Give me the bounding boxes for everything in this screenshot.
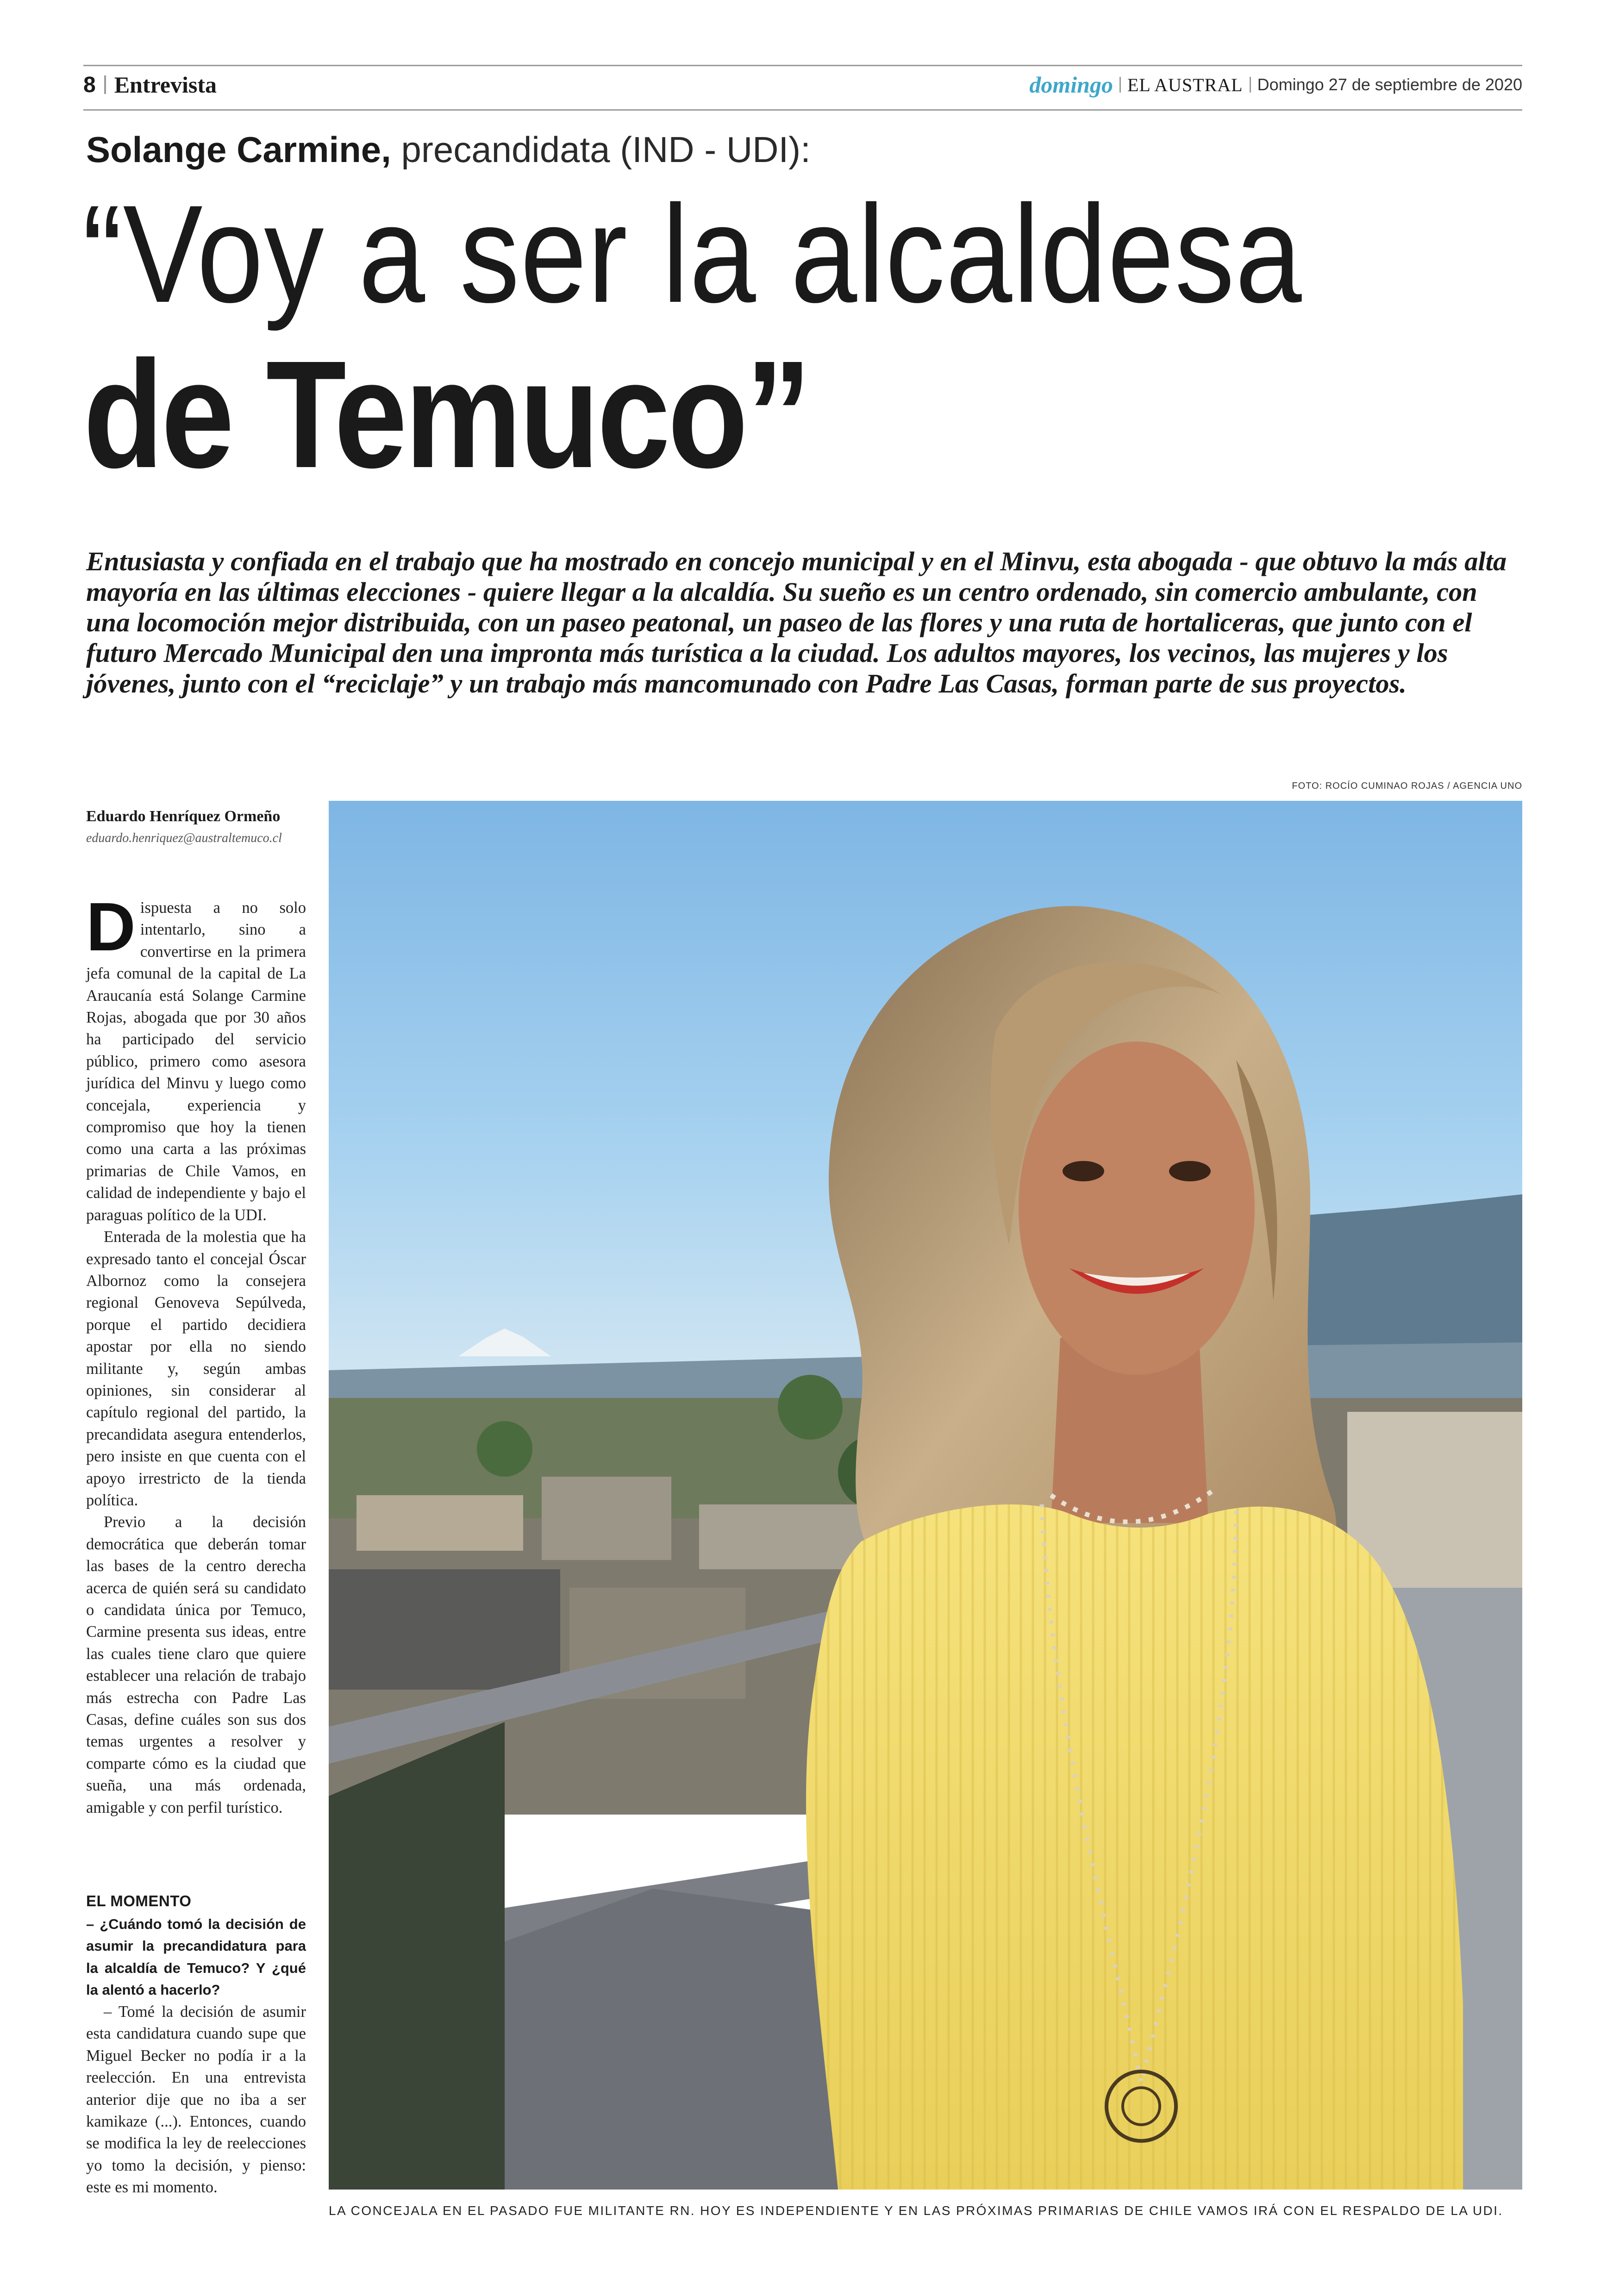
newspaper-name: EL AUSTRAL [1127,74,1243,95]
masthead-info [1029,69,1522,101]
section-header [83,69,217,101]
photo-caption: LA CONCEJALA EN EL PASADO FUE MILITANTE RN. HOY ES INDEPENDIENTE Y EN LAS PRÓXIMAS PRIMARIAS DE CHILE VAMOS IRÁ CON EL RESPALDO DE LA UDI. [329,2203,1503,2218]
issue-date: Domingo 27 de septiembre de 2020 [1257,75,1522,94]
headline-line-2: de Temuco” [83,329,809,499]
photo-illustration [329,801,1522,2190]
kicker-name: Solange Carmine, [86,129,391,170]
subheading: EL MOMENTO [86,1892,192,1909]
section-name: Entrevista [114,72,217,98]
body-paragraph-2: Enterada de la molestia que ha expresado tanto el concejal Óscar Albornoz como la consejera regional Genoveva Sepúlveda, porque el partido decidiera apostar por ella no siendo militante y, según ambas opiniones, sin considerar al capítulo regional del partido, la precandidata asegura entenderlos, pero insiste en que cuenta con el apoyo irrestricto de la tienda política. [86,1228,306,1509]
author-email: eduardo.henriquez@australtemuco.cl [86,831,282,845]
header-divider [104,75,106,94]
header-top-rule [83,65,1522,66]
interview-answer: – Tomé la decisión de asumir esta candidatura cuando supe que Miguel Becker no podía ir a la reelección. En una entrevista anterior dije que no iba a ser kamikaze (...). Entonces, cuando se modifica la ley de reelecciones yo tomo la decisión, y pienso: este es mi momento. [86,2003,306,2196]
kicker [86,129,811,171]
drop-cap: D [86,889,136,965]
body-paragraph-1: ispuesta a no solo intentarlo, sino a convertirse en la primera jefa comunal de la capital de La Araucanía está Solange Carmine Rojas, abogada que por 30 años ha participado del servicio público, primero como asesora jurídica del Minvu y luego como concejala, experiencia y compromiso que hoy la tienen como una carta a las próximas primarias de Chile Vamos, en calidad de independiente y bajo el paraguas político de la UDI. [86,899,306,1224]
kicker-role: precandidata (IND - UDI): [391,129,811,170]
header-bottom-rule [83,109,1522,111]
brand-domingo: domingo [1029,72,1113,98]
article-body [86,889,306,1819]
headline-line-1: “Voy a ser la alcaldesa [82,176,1303,331]
photo-credit: FOTO: ROCÍO CUMINAO ROJAS / AGENCIA UNO [1292,781,1522,791]
header-divider [1250,77,1251,93]
lead-paragraph: Entusiasta y confiada en el trabajo que ha mostrado en concejo municipal y en el Minvu, esta abogada - que obtuvo la más alta mayoría en las últimas elecciones - quiere llegar a la alcaldía. Su sueño es un centro ordenado, sin comercio ambulante, con una locomoción mejor distribuida, con un paseo peatonal, un paseo de las flores y una ruta de hortaliceras, que junto con el futuro Mercado Municipal den una impronta más turística a la ciudad. Los adultos mayores, los vecinos, las mujeres y los jóvenes, junto con el “reciclaje” y un trabajo más mancomunado con Padre Las Casas, forman parte de sus proyectos. [86,546,1507,699]
interview-question: – ¿Cuándo tomó la decisión de asumir la precandidatura para la alcaldía de Temuco? Y ¿qué la alentó a hacerlo? [86,1916,306,1998]
body-paragraph-3: Previo a la decisión democrática que deberán tomar las bases de la centro derecha acerca de quién será su candidato o candidata única por Temuco, Carmine presenta sus ideas, entre las cuales tiene claro que quiere establecer una relación de trabajo más estrecha con Padre Las Casas, define cuáles son sus dos temas urgentes a resolver y comparte cómo es la ciudad que sueña, una más ordenada, amigable y con perfil turístico. [86,1513,306,1816]
page-number: 8 [83,72,96,97]
portrait-photo [329,801,1522,2190]
header-divider [1119,77,1121,93]
author-name: Eduardo Henríquez Ormeño [86,808,281,825]
